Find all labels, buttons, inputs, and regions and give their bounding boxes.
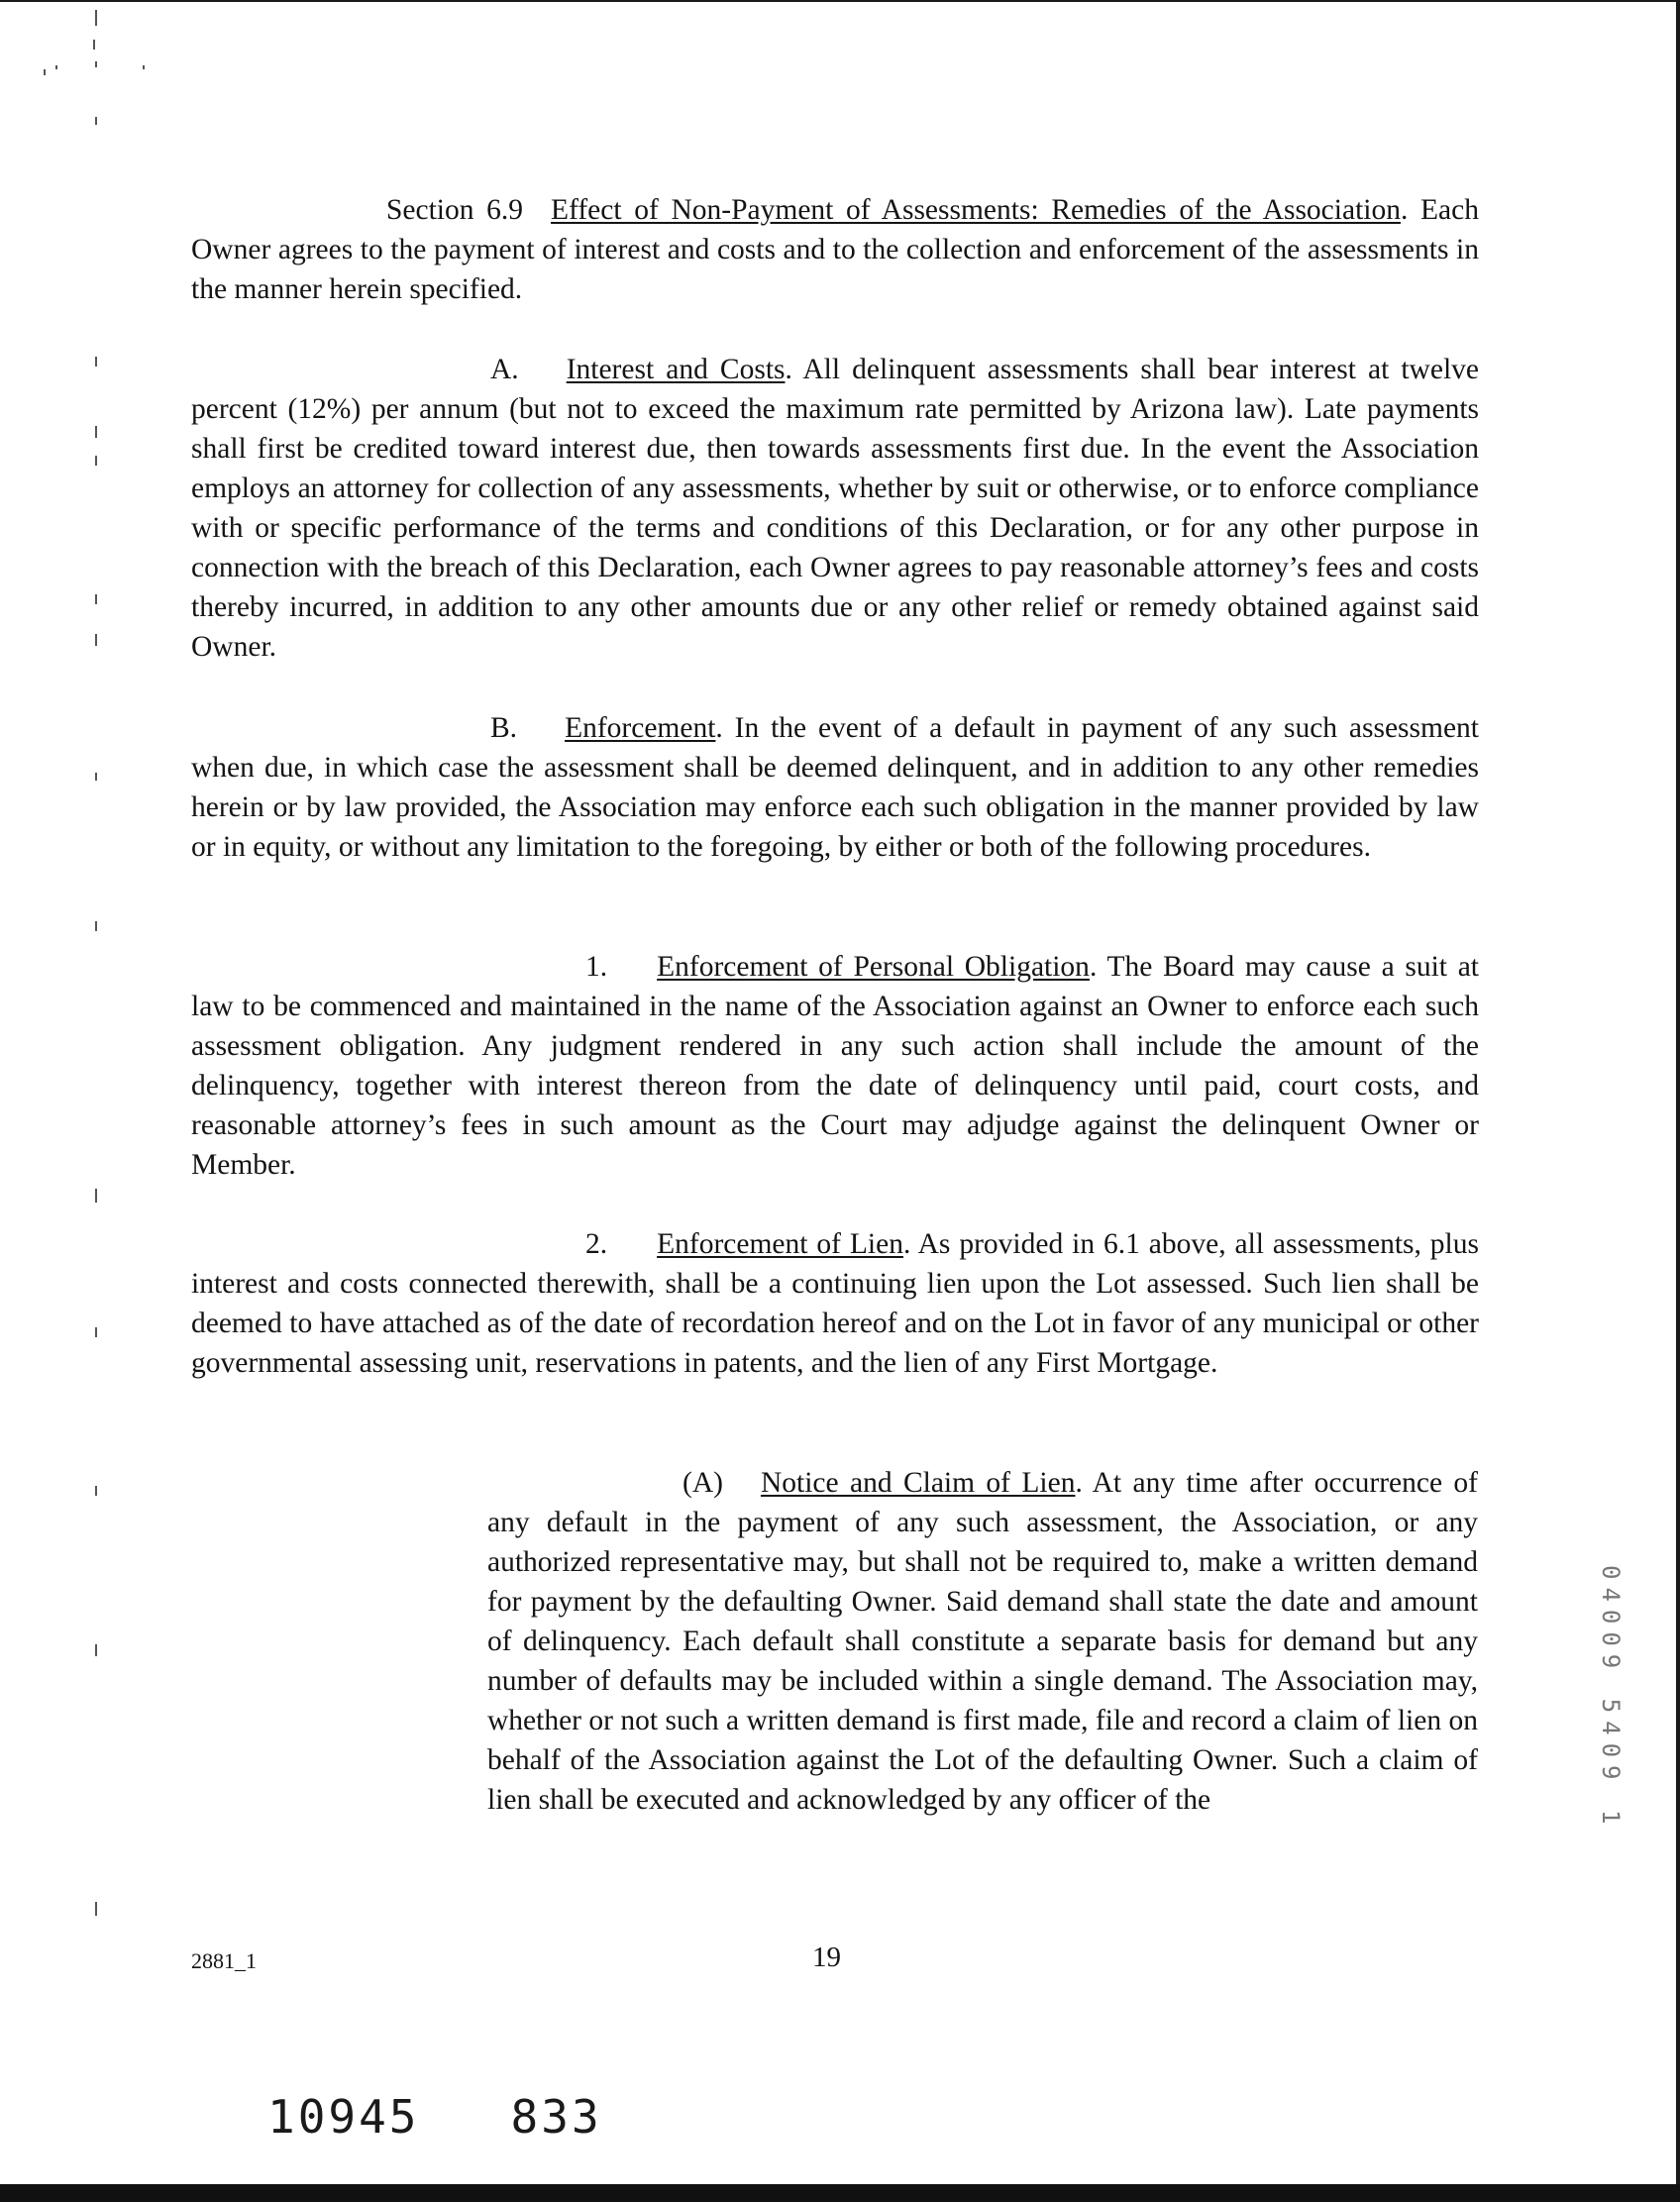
scan-border-bottom	[0, 2184, 1680, 2202]
item-2a-marker: (A)	[682, 1467, 723, 1499]
scan-border-right	[1676, 0, 1680, 2202]
scan-margin-marks	[42, 0, 101, 1981]
item-2-heading: Enforcement of Lien	[657, 1228, 903, 1260]
scan-border-top	[0, 0, 1680, 2]
item-1-heading: Enforcement of Personal Obligation	[657, 951, 1090, 983]
subsection-b-heading: Enforcement	[565, 712, 716, 744]
side-stamp-text: 04009 5409 1	[1597, 1565, 1625, 1833]
item-1-paragraph: 1. Enforcement of Personal Obligation. The Board may cause a suit at law to be commenced and maintained in the name of the Association against an Owner to enforce each such assessment obligation. Any judgment rendered in any such action shall include the amount of the delinquency, together with interest thereon from the date of delinquency until paid, court costs, and reasonable attorney’s fees in such amount as the Court may adjudge against the delinquent Owner or Member.	[191, 951, 1479, 1181]
subsection-a-text: All delinquent assessments shall bear interest at twelve percent (12%) per annum (but not to exceed the maximum rate permitted by Arizona law). Late payments shall first be credited toward interest due, then towards assessments first due. In the event the Association employs an attorney for collection of any assessments, whether by suit or otherwise, or to enforce compliance with or specific performance of the terms and conditions of this Declaration, or for any other purpose in connection with the breach of this Declaration, each Owner agrees to pay reasonable attorney’s fees and costs thereby incurred, in addition to any other amounts due or any other relief or remedy obtained against said Owner.	[191, 354, 1479, 663]
item-2a-paragraph: (A) Notice and Claim of Lien. At any time after occurrence of any default in the payment of any such assessment, the Association, or any authorized representative may, but shall not be required to, make a written demand for payment by the defaulting Owner. Said demand shall state the date and amount of delinquency. Each default shall constitute a separate basis for demand but any number of defaults may be included within a single demand. The Association may, whether or not such a written demand is first made, file and record a claim of lien on behalf of the Association against the Lot of the defaulting Owner. Such a claim of lien shall be executed and acknowledged by any officer of the	[487, 1467, 1479, 1816]
item-2-paragraph: 2. Enforcement of Lien. As provided in 6.1 above, all assessments, plus interest and costs connected therewith, shall be a continuing lien upon the Lot assessed. Such lien shall be deemed to have attached as of the date of recordation hereof and on the Lot in favor of any municipal or other governmental assessing unit, reservations in patents, and the lien of any First Mortgage.	[191, 1228, 1479, 1379]
section-number: Section 6.9	[386, 194, 524, 226]
side-stamp	[1595, 1565, 1634, 1902]
subsection-a-marker: A.	[490, 354, 519, 385]
section-text: Each Owner agrees to the payment of interest and costs and to the collection and enforcement of the assessments in the manner herein specified.	[191, 194, 1479, 305]
subsection-b-text: In the event of a default in payment of any such assessment when due, in which case the assessment shall be deemed delinquent, and in addition to any other remedies herein or by law provided, the Association may enforce each such obligation in the manner provided by law or in equity, or without any limitation to the foregoing, by either or both of the following procedures.	[191, 712, 1479, 863]
item-2a-heading: Notice and Claim of Lien	[760, 1467, 1076, 1499]
subsection-b-marker: B.	[490, 712, 518, 744]
item-2-marker: 2.	[585, 1228, 608, 1260]
item-1-marker: 1.	[585, 951, 608, 983]
subsection-b-paragraph: B. Enforcement. In the event of a default in payment of any such assessment when due, in which case the assessment shall be deemed delinquent, and in addition to any other remedies herein or by law provided, the Association may enforce each such obligation in the manner provided by law or in equity, or without any limitation to the foregoing, by either or both of the following procedures.	[191, 712, 1479, 863]
item-2-text: As provided in 6.1 above, all assessments, plus interest and costs connected therewith, shall be a continuing lien upon the Lot assessed. Such lien shall be deemed to have attached as of the date of recordation hereof and on the Lot in favor of any municipal or other governmental assessing unit, reservations in patents, and the lien of any First Mortgage.	[191, 1228, 1479, 1379]
subsection-a-heading: Interest and Costs	[566, 354, 786, 385]
recording-number: 10945 833	[267, 2090, 602, 2144]
document-code: 2881_1	[191, 1948, 257, 1973]
item-2a-text: At any time after occurrence of any default in the payment of any such assessment, the Association, or any authorized representative may, but shall not be required to, make a written demand for payment by the defaulting Owner. Said demand shall state the date and amount of delinquency. Each default shall constitute a separate basis for demand but any number of defaults may be included within a single demand. The Association may, whether or not such a written demand is first made, file and record a claim of lien on behalf of the Association against the Lot of the defaulting Owner. Such a claim of lien shall be executed and acknowledged by any officer of the	[487, 1467, 1479, 1816]
section-6-9-paragraph: Section 6.9 Effect of Non-Payment of Assessments: Remedies of the Association. Each Owner agrees to the payment of interest and costs and to the collection and enforcement of the assessments in the manner herein specified.	[191, 194, 1479, 305]
subsection-a-paragraph: A. Interest and Costs. All delinquent assessments shall bear interest at twelve percent (12%) per annum (but not to exceed the maximum rate permitted by Arizona law). Late payments shall first be credited toward interest due, then towards assessments first due. In the event the Association employs an attorney for collection of any assessments, whether by suit or otherwise, or to enforce compliance with or specific performance of the terms and conditions of this Declaration, or for any other purpose in connection with the breach of this Declaration, each Owner agrees to pay reasonable attorney’s fees and costs thereby incurred, in addition to any other amounts due or any other relief or remedy obtained against said Owner.	[191, 354, 1479, 663]
page-number: 19	[812, 1941, 841, 1973]
item-1-text: The Board may cause a suit at law to be commenced and maintained in the name of the Association against an Owner to enforce each such assessment obligation. Any judgment rendered in any such action shall include the amount of the delinquency, together with interest thereon from the date of delinquency until paid, court costs, and reasonable attorney’s fees in such amount as the Court may adjudge against the delinquent Owner or Member.	[191, 951, 1479, 1181]
section-heading: Effect of Non-Payment of Assessments: Remedies of the Association	[551, 194, 1401, 226]
